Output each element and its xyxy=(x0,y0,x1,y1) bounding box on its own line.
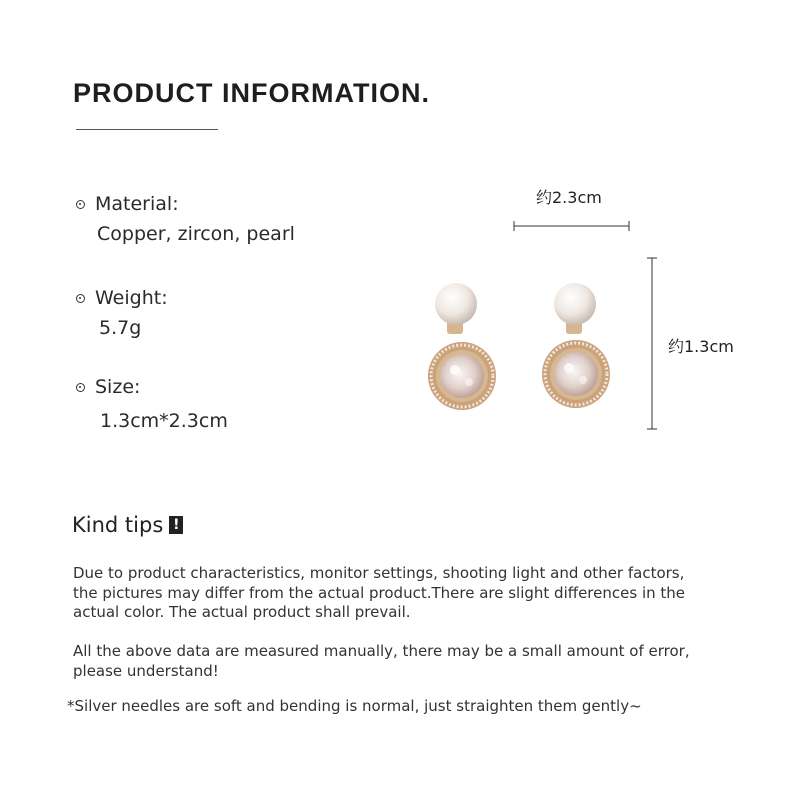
page-title: PRODUCT INFORMATION. xyxy=(73,78,430,108)
kind-tips-label: Kind tips xyxy=(72,513,164,537)
spec-label: Weight: xyxy=(95,287,168,309)
tips-paragraph-1: Due to product characteristics, monitor settings, shooting light and other factors, the pictures may differ from the actual product.There are slight differences in the actual color. The actual product shall prevail. xyxy=(73,564,685,621)
spec-value: Copper, zircon, pearl xyxy=(97,223,295,245)
width-dimension-line xyxy=(514,221,629,231)
earring-left xyxy=(428,283,496,410)
footnote: *Silver needles are soft and bending is normal, just straighten them gently~ xyxy=(67,697,642,715)
spec-label: Size: xyxy=(95,376,141,398)
tips-paragraph-2: All the above data are measured manually, there may be a small amount of error, please understand! xyxy=(73,642,690,680)
height-label: 约1.3cm xyxy=(668,337,734,356)
width-label: 约2.3cm xyxy=(536,188,602,207)
spec-label: Material: xyxy=(95,193,179,215)
exclamation-icon: ! xyxy=(169,516,183,534)
spec-value: 5.7g xyxy=(99,317,142,339)
spec-value: 1.3cm*2.3cm xyxy=(100,410,228,432)
height-dimension-line xyxy=(647,258,657,429)
earring-right xyxy=(542,283,610,408)
kind-tips-heading xyxy=(72,513,183,537)
